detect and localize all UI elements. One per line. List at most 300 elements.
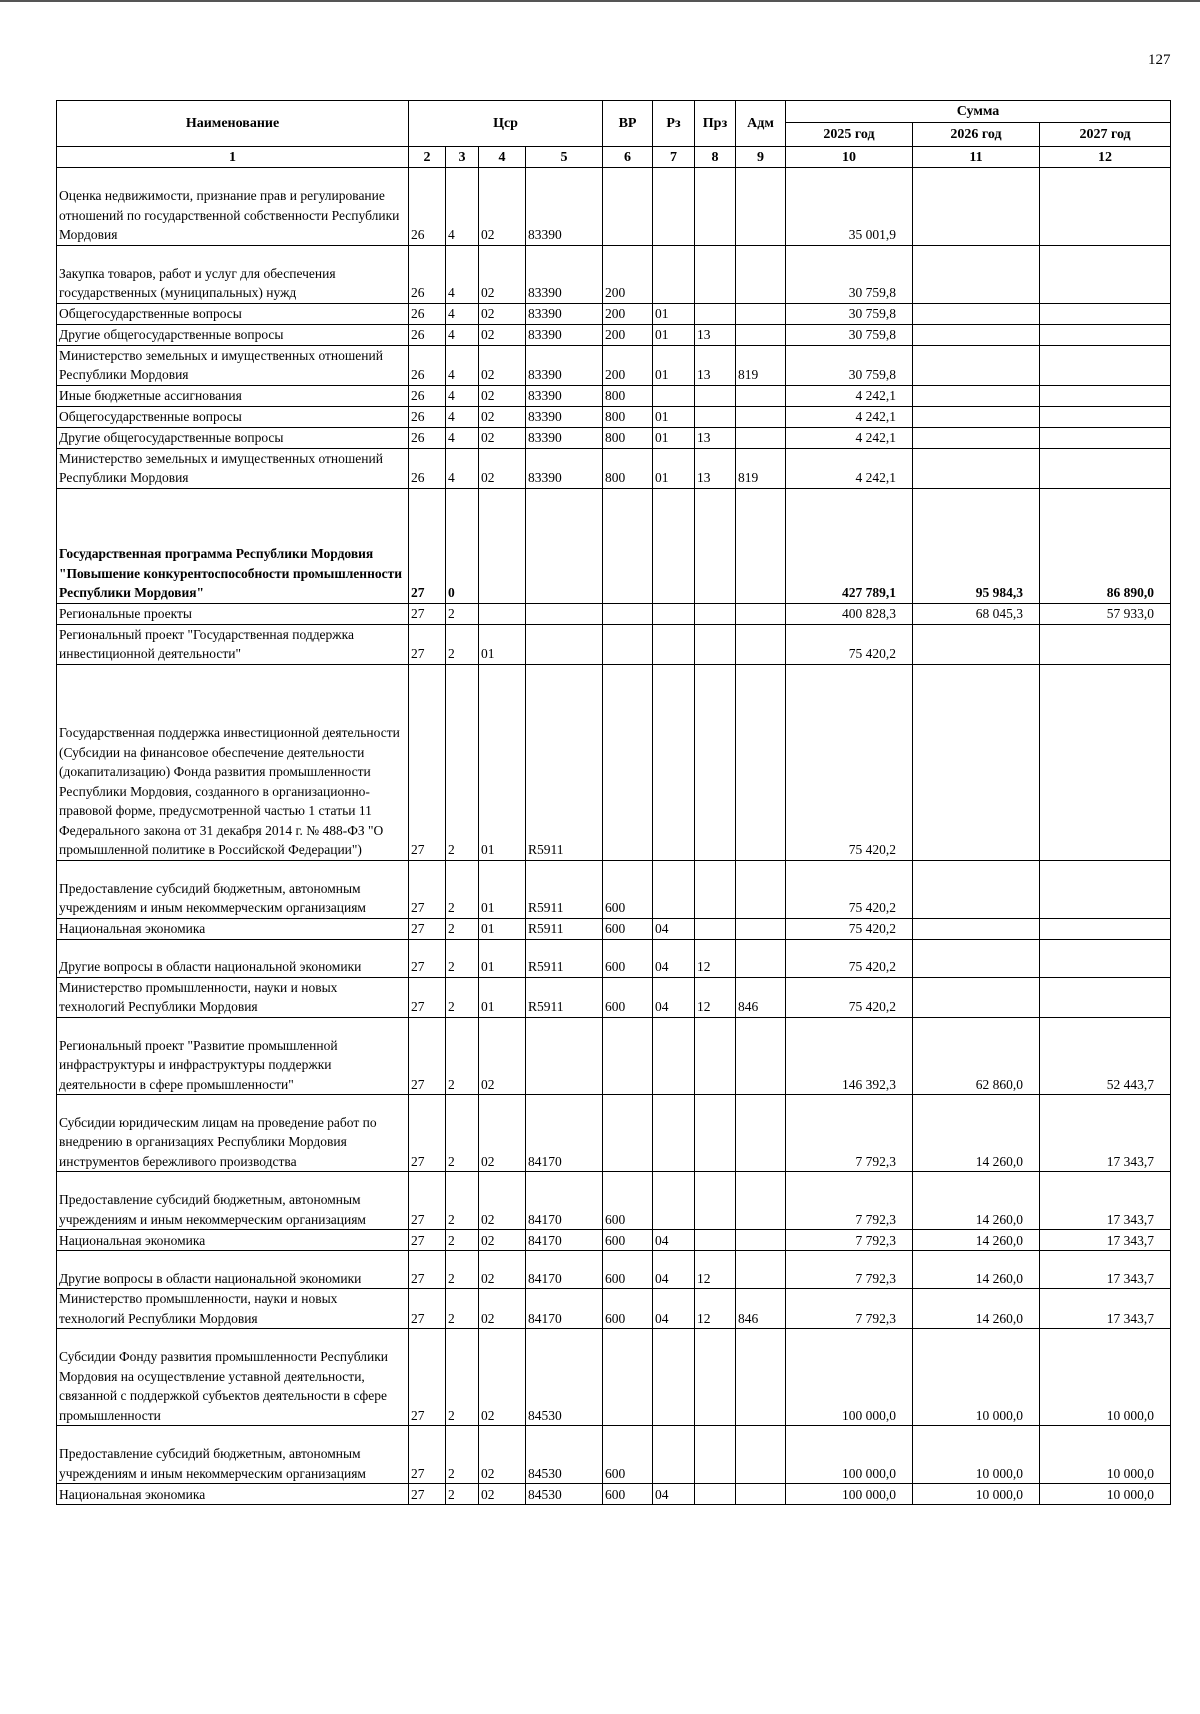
vr-cell: [603, 488, 653, 603]
vr-cell: [603, 664, 653, 860]
column-number: 1: [57, 147, 409, 168]
header-name: Наименование: [57, 101, 409, 147]
table-row: [57, 303, 1171, 324]
amount-2027: 10 000,0: [1040, 1329, 1171, 1426]
csr-program: 26: [409, 427, 446, 448]
prz-cell: [695, 406, 736, 427]
vr-cell: 600: [603, 1289, 653, 1329]
csr-event: 02: [479, 1329, 526, 1426]
amount-2026: 10 000,0: [913, 1484, 1040, 1505]
csr-program: 26: [409, 324, 446, 345]
amount-2026: 10 000,0: [913, 1329, 1040, 1426]
rz-cell: [653, 1017, 695, 1095]
csr-subprogram: 2: [446, 1289, 479, 1329]
row-name: Национальная экономика: [57, 1484, 409, 1505]
csr-subprogram: 2: [446, 1426, 479, 1484]
csr-event: 02: [479, 448, 526, 488]
prz-cell: 13: [695, 427, 736, 448]
vr-cell: 200: [603, 303, 653, 324]
column-number: 4: [479, 147, 526, 168]
rz-cell: [653, 245, 695, 303]
prz-cell: [695, 1230, 736, 1251]
header-adm: Адм: [736, 101, 786, 147]
row-name: Другие вопросы в области национальной экономики: [57, 939, 409, 977]
amount-2027: [1040, 860, 1171, 918]
csr-program: 27: [409, 1289, 446, 1329]
table-row: [57, 406, 1171, 427]
csr-subprogram: 2: [446, 1017, 479, 1095]
csr-direction: 83390: [526, 385, 603, 406]
csr-program: 27: [409, 1251, 446, 1289]
amount-2026: 14 260,0: [913, 1251, 1040, 1289]
amount-2026: [913, 345, 1040, 385]
budget-table: [56, 100, 1171, 1505]
vr-cell: [603, 1017, 653, 1095]
amount-2025: 75 420,2: [786, 860, 913, 918]
csr-subprogram: 2: [446, 1251, 479, 1289]
csr-program: 27: [409, 488, 446, 603]
prz-cell: 13: [695, 345, 736, 385]
row-name: Предоставление субсидий бюджетным, автономным учреждениям и иным некоммерческим организациям: [57, 860, 409, 918]
csr-program: 27: [409, 977, 446, 1017]
csr-direction: 83390: [526, 406, 603, 427]
csr-event: 02: [479, 385, 526, 406]
row-name: Другие общегосударственные вопросы: [57, 427, 409, 448]
amount-2027: 17 343,7: [1040, 1230, 1171, 1251]
adm-cell: [736, 303, 786, 324]
csr-direction: R5911: [526, 977, 603, 1017]
row-name: Общегосударственные вопросы: [57, 303, 409, 324]
prz-cell: 12: [695, 1251, 736, 1289]
csr-program: 26: [409, 448, 446, 488]
rz-cell: [653, 1095, 695, 1172]
csr-program: 27: [409, 918, 446, 939]
csr-direction: [526, 603, 603, 624]
page-number: 127: [1148, 52, 1171, 68]
row-name: Субсидии Фонду развития промышленности Республики Мордовия на осуществление уставной деятельности, связанной с поддержкой субъектов деятельности в сфере промышленности: [57, 1329, 409, 1426]
prz-cell: 12: [695, 977, 736, 1017]
amount-2027: [1040, 406, 1171, 427]
table-row: [57, 664, 1171, 860]
prz-cell: [695, 245, 736, 303]
amount-2027: 17 343,7: [1040, 1095, 1171, 1172]
adm-cell: [736, 427, 786, 448]
csr-subprogram: 2: [446, 939, 479, 977]
amount-2025: 75 420,2: [786, 918, 913, 939]
amount-2026: [913, 168, 1040, 246]
table-row: [57, 939, 1171, 977]
vr-cell: [603, 1329, 653, 1426]
csr-event: 02: [479, 1172, 526, 1230]
amount-2027: [1040, 303, 1171, 324]
row-name: Предоставление субсидий бюджетным, автономным учреждениям и иным некоммерческим организациям: [57, 1426, 409, 1484]
table-row: [57, 1095, 1171, 1172]
prz-cell: [695, 1017, 736, 1095]
amount-2026: [913, 918, 1040, 939]
row-name: Национальная экономика: [57, 1230, 409, 1251]
table-body: [57, 168, 1171, 1505]
amount-2027: [1040, 168, 1171, 246]
amount-2026: [913, 939, 1040, 977]
amount-2026: [913, 860, 1040, 918]
csr-subprogram: 4: [446, 406, 479, 427]
prz-cell: [695, 603, 736, 624]
rz-cell: 01: [653, 427, 695, 448]
csr-subprogram: 4: [446, 345, 479, 385]
amount-2027: 17 343,7: [1040, 1251, 1171, 1289]
amount-2026: 10 000,0: [913, 1426, 1040, 1484]
prz-cell: [695, 488, 736, 603]
adm-cell: [736, 1172, 786, 1230]
amount-2026: [913, 664, 1040, 860]
table-row: [57, 603, 1171, 624]
csr-subprogram: 4: [446, 303, 479, 324]
amount-2025: 400 828,3: [786, 603, 913, 624]
csr-direction: 84530: [526, 1329, 603, 1426]
amount-2025: 4 242,1: [786, 385, 913, 406]
csr-event: 02: [479, 1230, 526, 1251]
amount-2025: 7 792,3: [786, 1289, 913, 1329]
csr-event: 02: [479, 245, 526, 303]
adm-cell: [736, 1329, 786, 1426]
column-number: 10: [786, 147, 913, 168]
amount-2027: [1040, 918, 1171, 939]
amount-2027: [1040, 385, 1171, 406]
table-row: [57, 1329, 1171, 1426]
rz-cell: 01: [653, 448, 695, 488]
csr-direction: [526, 624, 603, 664]
csr-subprogram: 4: [446, 448, 479, 488]
table-row: [57, 245, 1171, 303]
prz-cell: [695, 860, 736, 918]
csr-direction: 83390: [526, 168, 603, 246]
table-row: [57, 1289, 1171, 1329]
table-row: [57, 1172, 1171, 1230]
vr-cell: 800: [603, 427, 653, 448]
prz-cell: [695, 664, 736, 860]
csr-subprogram: 2: [446, 1095, 479, 1172]
row-name: Общегосударственные вопросы: [57, 406, 409, 427]
prz-cell: 12: [695, 939, 736, 977]
csr-subprogram: 2: [446, 860, 479, 918]
amount-2025: 35 001,9: [786, 168, 913, 246]
csr-event: 02: [479, 1484, 526, 1505]
amount-2026: [913, 245, 1040, 303]
csr-subprogram: 2: [446, 624, 479, 664]
table-row: [57, 427, 1171, 448]
csr-event: [479, 488, 526, 603]
amount-2026: 68 045,3: [913, 603, 1040, 624]
row-name: Региональный проект "Развитие промышленной инфраструктуры и инфраструктуры поддержки деятельности в сфере промышленности": [57, 1017, 409, 1095]
amount-2026: 14 260,0: [913, 1095, 1040, 1172]
csr-program: 27: [409, 1329, 446, 1426]
vr-cell: 600: [603, 1426, 653, 1484]
adm-cell: [736, 1426, 786, 1484]
adm-cell: [736, 488, 786, 603]
csr-event: 01: [479, 918, 526, 939]
vr-cell: 200: [603, 345, 653, 385]
row-name: Национальная экономика: [57, 918, 409, 939]
csr-subprogram: 4: [446, 245, 479, 303]
vr-cell: 800: [603, 448, 653, 488]
csr-subprogram: 2: [446, 603, 479, 624]
rz-cell: 01: [653, 324, 695, 345]
rz-cell: [653, 1426, 695, 1484]
prz-cell: [695, 385, 736, 406]
amount-2026: [913, 303, 1040, 324]
vr-cell: 600: [603, 977, 653, 1017]
csr-program: 26: [409, 245, 446, 303]
prz-cell: 12: [695, 1289, 736, 1329]
table-row: [57, 488, 1171, 603]
rz-cell: [653, 385, 695, 406]
table-row: [57, 1230, 1171, 1251]
amount-2027: 86 890,0: [1040, 488, 1171, 603]
csr-subprogram: 2: [446, 664, 479, 860]
amount-2027: [1040, 324, 1171, 345]
adm-cell: [736, 603, 786, 624]
amount-2026: [913, 448, 1040, 488]
csr-subprogram: 2: [446, 918, 479, 939]
header-vr: ВР: [603, 101, 653, 147]
vr-cell: 600: [603, 1230, 653, 1251]
amount-2027: 10 000,0: [1040, 1484, 1171, 1505]
row-name: Другие вопросы в области национальной экономики: [57, 1251, 409, 1289]
adm-cell: [736, 406, 786, 427]
prz-cell: [695, 624, 736, 664]
csr-direction: 83390: [526, 345, 603, 385]
table-row: [57, 977, 1171, 1017]
amount-2027: [1040, 427, 1171, 448]
csr-program: 27: [409, 1230, 446, 1251]
header-2025: 2025 год: [786, 123, 913, 147]
amount-2025: 30 759,8: [786, 324, 913, 345]
csr-program: 26: [409, 385, 446, 406]
rz-cell: [653, 860, 695, 918]
csr-event: 02: [479, 406, 526, 427]
header-csr: Цср: [409, 101, 603, 147]
adm-cell: 819: [736, 345, 786, 385]
vr-cell: [603, 168, 653, 246]
csr-direction: 83390: [526, 324, 603, 345]
amount-2027: 10 000,0: [1040, 1426, 1171, 1484]
adm-cell: [736, 939, 786, 977]
adm-cell: [736, 664, 786, 860]
amount-2025: 75 420,2: [786, 939, 913, 977]
csr-program: 26: [409, 303, 446, 324]
adm-cell: 846: [736, 977, 786, 1017]
amount-2026: [913, 385, 1040, 406]
prz-cell: [695, 1426, 736, 1484]
csr-event: 02: [479, 345, 526, 385]
csr-subprogram: 2: [446, 1230, 479, 1251]
amount-2027: [1040, 624, 1171, 664]
column-number: 5: [526, 147, 603, 168]
row-name: Министерство промышленности, науки и новых технологий Республики Мордовия: [57, 1289, 409, 1329]
csr-program: 27: [409, 1095, 446, 1172]
amount-2027: [1040, 939, 1171, 977]
table-row: [57, 168, 1171, 246]
amount-2025: 146 392,3: [786, 1017, 913, 1095]
prz-cell: [695, 918, 736, 939]
amount-2026: 14 260,0: [913, 1289, 1040, 1329]
amount-2027: [1040, 977, 1171, 1017]
row-name: Субсидии юридическим лицам на проведение работ по внедрению в организациях Республики Мордовия инструментов бережливого производства: [57, 1095, 409, 1172]
amount-2026: [913, 977, 1040, 1017]
csr-program: 27: [409, 1484, 446, 1505]
column-number: 7: [653, 147, 695, 168]
table-row: [57, 860, 1171, 918]
csr-direction: [526, 1017, 603, 1095]
rz-cell: 04: [653, 939, 695, 977]
amount-2025: 7 792,3: [786, 1230, 913, 1251]
prz-cell: [695, 1172, 736, 1230]
table-row: [57, 448, 1171, 488]
row-name: Предоставление субсидий бюджетным, автономным учреждениям и иным некоммерческим организациям: [57, 1172, 409, 1230]
vr-cell: 600: [603, 939, 653, 977]
row-name: Министерство земельных и имущественных отношений Республики Мордовия: [57, 448, 409, 488]
rz-cell: 01: [653, 303, 695, 324]
csr-event: 02: [479, 1426, 526, 1484]
adm-cell: [736, 1017, 786, 1095]
amount-2025: 4 242,1: [786, 448, 913, 488]
amount-2026: 14 260,0: [913, 1230, 1040, 1251]
rz-cell: [653, 168, 695, 246]
amount-2025: 30 759,8: [786, 245, 913, 303]
csr-direction: 84170: [526, 1289, 603, 1329]
csr-program: 26: [409, 345, 446, 385]
table-row: [57, 1484, 1171, 1505]
csr-program: 27: [409, 664, 446, 860]
csr-event: 01: [479, 664, 526, 860]
amount-2025: 100 000,0: [786, 1329, 913, 1426]
header-rz: Рз: [653, 101, 695, 147]
csr-program: 27: [409, 624, 446, 664]
row-name: Министерство земельных и имущественных отношений Республики Мордовия: [57, 345, 409, 385]
vr-cell: 600: [603, 860, 653, 918]
prz-cell: [695, 1484, 736, 1505]
header-prz: Прз: [695, 101, 736, 147]
prz-cell: 13: [695, 324, 736, 345]
row-name: Министерство промышленности, науки и новых технологий Республики Мордовия: [57, 977, 409, 1017]
adm-cell: [736, 1230, 786, 1251]
csr-direction: 83390: [526, 448, 603, 488]
csr-event: 02: [479, 303, 526, 324]
rz-cell: 04: [653, 918, 695, 939]
amount-2025: 7 792,3: [786, 1095, 913, 1172]
adm-cell: [736, 918, 786, 939]
vr-cell: [603, 1095, 653, 1172]
csr-direction: 84530: [526, 1484, 603, 1505]
csr-event: 02: [479, 1289, 526, 1329]
amount-2025: 30 759,8: [786, 303, 913, 324]
vr-cell: 200: [603, 245, 653, 303]
amount-2025: 30 759,8: [786, 345, 913, 385]
vr-cell: 800: [603, 385, 653, 406]
table-row: [57, 385, 1171, 406]
csr-program: 27: [409, 860, 446, 918]
csr-event: 02: [479, 1017, 526, 1095]
amount-2025: 75 420,2: [786, 977, 913, 1017]
table-row: [57, 1251, 1171, 1289]
amount-2026: 14 260,0: [913, 1172, 1040, 1230]
csr-event: 02: [479, 1095, 526, 1172]
csr-program: 26: [409, 168, 446, 246]
amount-2027: [1040, 664, 1171, 860]
row-name: Иные бюджетные ассигнования: [57, 385, 409, 406]
rz-cell: [653, 1172, 695, 1230]
csr-subprogram: 4: [446, 324, 479, 345]
csr-subprogram: 0: [446, 488, 479, 603]
csr-direction: [526, 488, 603, 603]
rz-cell: [653, 624, 695, 664]
amount-2027: [1040, 245, 1171, 303]
csr-subprogram: 2: [446, 977, 479, 1017]
csr-event: 02: [479, 168, 526, 246]
vr-cell: 600: [603, 1484, 653, 1505]
csr-direction: R5911: [526, 860, 603, 918]
rz-cell: 04: [653, 1289, 695, 1329]
rz-cell: [653, 603, 695, 624]
vr-cell: 600: [603, 1172, 653, 1230]
prz-cell: [695, 168, 736, 246]
column-number-row: [57, 147, 1171, 168]
prz-cell: [695, 303, 736, 324]
csr-subprogram: 2: [446, 1484, 479, 1505]
column-number: 8: [695, 147, 736, 168]
csr-subprogram: 2: [446, 1329, 479, 1426]
adm-cell: [736, 168, 786, 246]
row-name: Оценка недвижимости, признание прав и регулирование отношений по государственной собственности Республики Мордовия: [57, 168, 409, 246]
column-number: 2: [409, 147, 446, 168]
amount-2025: 100 000,0: [786, 1484, 913, 1505]
rz-cell: 01: [653, 406, 695, 427]
adm-cell: 819: [736, 448, 786, 488]
amount-2025: 4 242,1: [786, 406, 913, 427]
rz-cell: [653, 1329, 695, 1426]
table-row: [57, 345, 1171, 385]
table-row: [57, 1426, 1171, 1484]
vr-cell: [603, 603, 653, 624]
csr-direction: 84170: [526, 1095, 603, 1172]
rz-cell: 04: [653, 1251, 695, 1289]
amount-2026: [913, 406, 1040, 427]
amount-2027: 57 933,0: [1040, 603, 1171, 624]
row-name: Закупка товаров, работ и услуг для обеспечения государственных (муниципальных) нужд: [57, 245, 409, 303]
csr-event: 02: [479, 1251, 526, 1289]
table-row: [57, 624, 1171, 664]
adm-cell: [736, 245, 786, 303]
rz-cell: 04: [653, 1230, 695, 1251]
csr-direction: R5911: [526, 918, 603, 939]
csr-program: 27: [409, 603, 446, 624]
adm-cell: [736, 624, 786, 664]
adm-cell: [736, 1095, 786, 1172]
csr-direction: 84530: [526, 1426, 603, 1484]
amount-2027: [1040, 345, 1171, 385]
column-number: 11: [913, 147, 1040, 168]
row-name: Другие общегосударственные вопросы: [57, 324, 409, 345]
amount-2025: 75 420,2: [786, 664, 913, 860]
csr-program: 26: [409, 406, 446, 427]
amount-2027: 17 343,7: [1040, 1172, 1171, 1230]
header-2027: 2027 год: [1040, 123, 1171, 147]
csr-event: 01: [479, 977, 526, 1017]
amount-2026: [913, 624, 1040, 664]
csr-direction: 83390: [526, 427, 603, 448]
adm-cell: [736, 1484, 786, 1505]
csr-direction: 84170: [526, 1230, 603, 1251]
